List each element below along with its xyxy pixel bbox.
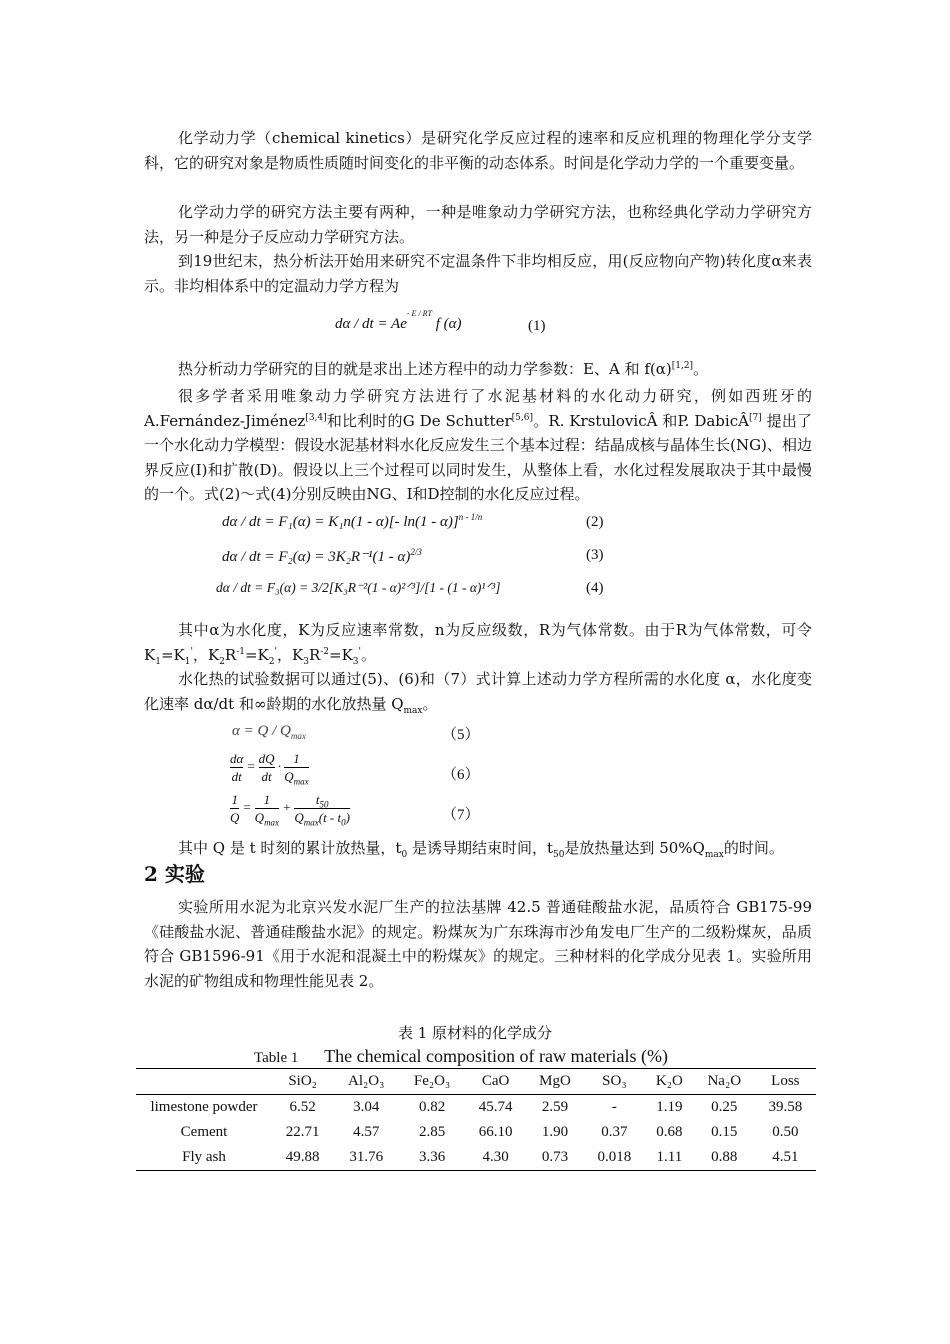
table-caption-title: The chemical composition of raw materials (%) (324, 1046, 668, 1066)
equation-6: $\frac{d\alpha}{dt}$ = $\frac{dQ}{dt}$ · $\frac{1}{Q_{max}}$ (230, 751, 309, 787)
table-row: Cement 22.71 4.57 2.85 66.10 1.90 0.37 0.68 0.15 0.50 (180, 1124, 799, 1140)
equation-7-number: （7） (442, 807, 480, 823)
paragraph-intro-8: 其中 Q 是 t 时刻的累计放热量，$t_0$ 是诱导期结束时间，$t_{50}$是放热量达到 $50\%Q_{max}$的时间。 (178, 839, 784, 860)
table-header-row: SiO₂ Al₂O₃ Fe₂O₃ CaO MgO SO₃ K₂O Na₂O Loss (136, 1069, 816, 1095)
paragraph-intro-1: 化学动力学（chemical kinetics）是研究化学反应过程的速率和反应机理的物理化学分支学科，它的研究对象是物质性质随时间变化的非平衡的动态体系。时间是化学动力学的一个重要变量。 (144, 129, 812, 172)
paragraph-experiment: 实验所用水泥为北京兴发水泥厂生产的拉法基牌 42.5 普通硅酸盐水泥，品质符合 GB175-99《硅酸盐水泥、普通硅酸盐水泥》的规定。粉煤灰为广东珠海市沙角发电厂生产的二级粉煤灰，品质符合 GB1596-91《用于水泥和混凝土中的粉煤灰》的规定。三种材料的化学成分见表 1。实验所用水泥的矿物组成和物理性能见表 2。 (144, 898, 812, 990)
equation-2-number: (2) (586, 514, 604, 530)
paragraph-intro-6: 其中α为水化度，K为反应速率常数，n为反应级数，R为气体常数。由于R为气体常数，可令$K_1=K_1'$，$K_2R^{-1}=K_2'$，$K_3R^{-2}=K_3'$。 (144, 621, 812, 667)
table-row: limestone powder 6.52 3.04 0.82 45.74 2.59 - 1.19 0.25 39.58 (150, 1099, 803, 1115)
chemical-composition-table (136, 1068, 816, 1171)
equation-1-number: (1) (528, 318, 546, 334)
equation-1-rhs: f (α) (435, 316, 462, 332)
table-caption-label: Table 1 (254, 1050, 299, 1066)
equation-5-number: （5） (442, 727, 480, 743)
paragraph-intro-4: 热分析动力学研究的目的就是求出上述方程中的动力学参数：E、A 和 f(α)[1,2]。 (178, 360, 709, 378)
paragraph-intro-2: 化学动力学的研究方法主要有两种，一种是唯象动力学研究方法，也称经典化学动力学研究方法，另一种是分子反应动力学研究方法。 (144, 203, 812, 246)
equation-2: dα / dt = F₁(α) = K₁n(1 - α)[- ln(1 - α)]$^{n - 1/n}$ (222, 512, 483, 530)
table-row: Fly ash 49.88 31.76 3.36 4.30 0.73 0.018 1.11 0.88 4.51 (136, 1145, 816, 1171)
table-caption-cn: 表 1 原材料的化学成分 (397, 1024, 553, 1042)
section-heading: 2 实验 (144, 862, 205, 886)
equation-3: dα / dt = F₂(α) = 3K₂R⁻¹(1 - α)$^{2/3}$ (222, 547, 422, 565)
paragraph-intro-7: 水化热的试验数据可以通过(5)、(6)和（7）式计算上述动力学方程所需的水化度 α，水化度变化速率 dα/dt 和∞龄期的水化放热量 $Q_{max}$。 (144, 670, 812, 716)
paragraph-intro-3: 到19世纪末，热分析法开始用来研究不定温条件下非均相反应，用(反应物向产物)转化度α来表示。非均相体系中的定温动力学方程为 (144, 252, 812, 295)
equation-1 (335, 309, 462, 333)
paragraph-intro-5: 很多学者采用唯象动力学研究方法进行了水泥基材料的水化动力研究，例如西班牙的A.Fernández-Jiménez[3,4]和比利时的G De Schutter[5,6]。R. KrstulovicÂ 和P. DabicÂ[7] 提出了一个水化动力学模型：假设水泥基材料水化反应发生三个基本过程：结晶成核与晶体生长(NG)、相边界反应(I)和扩散(D)。假设以上三个过程可以同时发生，从整体上看，水化过程发展取决于其中最慢的一个。式(2)～式(4)分别反映由NG、I和D控制的水化反应过程。 (144, 387, 812, 503)
equation-1-exponent: - E / RT (406, 309, 432, 318)
equation-4-number: (4) (586, 580, 604, 596)
equation-1-lhs: dα / dt = Ae (335, 316, 407, 332)
equation-7: $\frac{1}{Q}$ = $\frac{1}{Q_{max}}$ + $\frac{t_{50}}{Q_{max}(t - t_0)}$ (230, 792, 350, 828)
equation-3-number: (3) (586, 547, 604, 563)
table-caption-en (254, 1046, 668, 1067)
equation-6-number: （6） (442, 767, 480, 783)
equation-4: dα / dt = F₃(α) = 3/2[K₃R⁻²(1 - α)²ᐟ³]/[1 - (1 - α)¹ᐟ³] (216, 580, 501, 595)
equation-5: $\alpha = Q / Q_{max}$ (232, 723, 306, 741)
